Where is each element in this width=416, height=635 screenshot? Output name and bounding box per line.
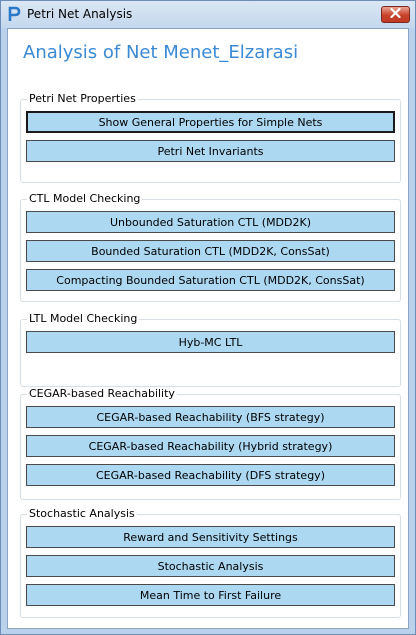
- stochastic-analysis-button[interactable]: Stochastic Analysis: [26, 555, 395, 577]
- petri-net-app-icon: [7, 6, 21, 22]
- group-petri-net-properties: [20, 92, 401, 183]
- group-cegar-reachability: [20, 387, 401, 500]
- client-area: [7, 28, 409, 629]
- group-label: Stochastic Analysis: [29, 507, 135, 520]
- group-label: Petri Net Properties: [29, 92, 136, 105]
- group-ltl-model-checking: [20, 312, 401, 387]
- compacting-bounded-saturation-ctl-button[interactable]: Compacting Bounded Saturation CTL (MDD2K, ConsSat): [26, 269, 395, 291]
- cegar-dfs-button[interactable]: CEGAR-based Reachability (DFS strategy): [26, 464, 395, 486]
- title-bar[interactable]: [1, 1, 415, 28]
- page-title: Analysis of Net Menet_Elzarasi: [23, 42, 299, 63]
- group-ctl-model-checking: [20, 192, 401, 302]
- window-title: Petri Net Analysis: [27, 7, 133, 21]
- cegar-hybrid-button[interactable]: CEGAR-based Reachability (Hybrid strategy): [26, 435, 395, 457]
- show-general-properties-button[interactable]: Show General Properties for Simple Nets: [26, 111, 395, 133]
- reward-sensitivity-settings-button[interactable]: Reward and Sensitivity Settings: [26, 526, 395, 548]
- group-stochastic-analysis: [20, 507, 401, 618]
- bounded-saturation-ctl-button[interactable]: Bounded Saturation CTL (MDD2K, ConsSat): [26, 240, 395, 262]
- group-label: LTL Model Checking: [29, 312, 138, 325]
- cegar-bfs-button[interactable]: CEGAR-based Reachability (BFS strategy): [26, 406, 395, 428]
- mean-time-to-first-failure-button[interactable]: Mean Time to First Failure: [26, 584, 395, 606]
- group-label: CEGAR-based Reachability: [29, 387, 175, 400]
- close-icon: [390, 8, 401, 21]
- petri-net-invariants-button[interactable]: Petri Net Invariants: [26, 140, 395, 162]
- group-label: CTL Model Checking: [29, 192, 141, 205]
- hyb-mc-ltl-button[interactable]: Hyb-MC LTL: [26, 331, 395, 353]
- close-button[interactable]: [381, 6, 410, 23]
- unbounded-saturation-ctl-button[interactable]: Unbounded Saturation CTL (MDD2K): [26, 211, 395, 233]
